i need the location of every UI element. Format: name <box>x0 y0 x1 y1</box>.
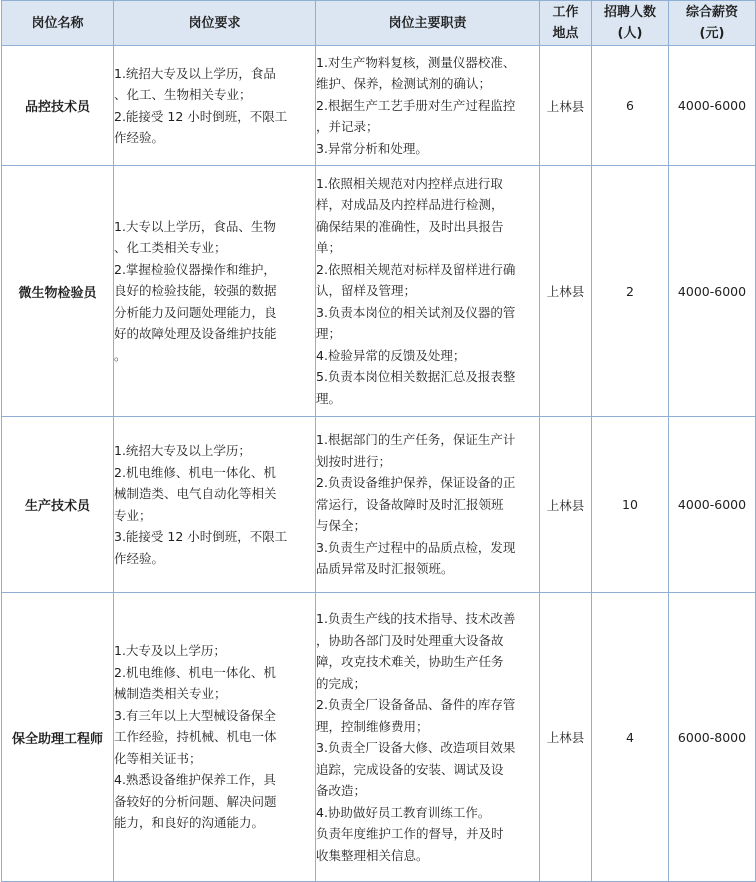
position-name: 生产技术员 <box>2 417 114 593</box>
headcount-cell: 4 <box>592 593 669 882</box>
requirement-line: 1.大专及以上学历； <box>114 643 226 659</box>
salary-cell: 4000-6000 <box>669 166 756 417</box>
header-row <box>2 1 756 46</box>
duty-line: 2.依照相关规范对标样及留样进行确 <box>316 261 516 277</box>
duty-line: 3.负责生产过程中的品质点检，发现 <box>316 539 516 555</box>
duty-line: 5.负责本岗位相关数据汇总及报表整 <box>316 369 516 385</box>
duty-line: 收集整理相关信息。 <box>316 847 429 863</box>
duties-cell <box>316 417 540 593</box>
header-headcount <box>592 1 669 46</box>
duty-line: 1.负责生产线的技术指导、技术改善 <box>316 611 516 626</box>
requirement-line: 作经验。 <box>114 550 165 566</box>
location-cell: 上林县 <box>540 417 592 593</box>
requirement-line: 4.熟悉设备维护保养工作，具 <box>114 772 276 788</box>
table-row <box>2 166 756 417</box>
duty-line: 认，留样及管理； <box>316 283 417 299</box>
table-row <box>2 46 756 166</box>
duty-line: 2.负责全厂设备备品、备件的库存管 <box>316 697 516 712</box>
requirements-cell <box>114 593 316 882</box>
duty-line: 备改造； <box>316 783 367 798</box>
requirement-line: 分析能力及问题处理能力，良 <box>114 304 277 320</box>
duty-line: 3.异常分析和处理。 <box>316 140 428 156</box>
duty-line: 1.根据部门的生产任务，保证生产计 <box>316 432 516 448</box>
job-rows <box>2 46 756 882</box>
requirement-line: 2.机电维修、机电一体化、机 <box>114 464 276 480</box>
position-name: 微生物检验员 <box>2 166 114 417</box>
duties-cell <box>316 46 540 166</box>
duty-line: ，协助各部门及时处理重大设备故 <box>316 632 504 648</box>
duty-line: 确保结果的准确性，及时出具报告 <box>316 218 504 234</box>
job-table <box>1 0 756 882</box>
header-duties: 岗位主要职责 <box>316 1 540 46</box>
header-location-line1: 工作 <box>552 5 579 20</box>
position-name: 保全助理工程师 <box>2 593 114 882</box>
duty-line: 品质异常及时汇报领班。 <box>316 561 454 577</box>
requirement-line: 。 <box>114 347 127 363</box>
requirement-line: 1.统招大专及以上学历，食品 <box>114 65 276 81</box>
duty-line: 4.协助做好员工教育训练工作。 <box>316 804 491 820</box>
duty-line: 样，对成品及内控样品进行检测， <box>316 197 504 213</box>
requirement-line: 械制造类相关专业； <box>114 686 227 702</box>
requirement-line: 能力，和良好的沟通能力。 <box>114 815 265 831</box>
duty-line: 常运行，设备故障时及时汇报领班 <box>316 496 504 512</box>
duty-line: 理。 <box>316 390 342 406</box>
duty-line: 3.负责本岗位的相关试剂及仪器的管 <box>316 304 516 320</box>
duty-line: 1.对生产物料复核，测量仪器校准、 <box>316 54 516 70</box>
requirement-line: 专业； <box>114 507 152 523</box>
requirement-line: 好的故障处理及设备维护技能 <box>114 326 277 342</box>
header-name: 岗位名称 <box>2 1 114 46</box>
requirements-cell <box>114 417 316 593</box>
duty-line: 2.负责设备维护保养，保证设备的正 <box>316 475 516 491</box>
duty-line: 与保全； <box>316 518 367 534</box>
requirements-cell <box>114 166 316 417</box>
requirement-line: 2.能接受 12 小时倒班，不限工 <box>114 108 288 124</box>
headcount-cell: 6 <box>592 46 669 166</box>
duty-line: 维护、保养，检测试剂的确认； <box>316 76 492 92</box>
table-row <box>2 593 756 882</box>
salary-cell: 4000-6000 <box>669 417 756 593</box>
table-row <box>2 417 756 593</box>
duty-line: 单； <box>316 240 342 256</box>
requirement-line: 、化工、生物相关专业； <box>114 87 252 102</box>
header-salary-line2: (元) <box>699 26 725 41</box>
requirement-line: 、化工类相关专业； <box>114 240 227 256</box>
header-salary <box>669 1 756 46</box>
duty-line: 3.负责全厂设备大修、改造项目效果 <box>316 740 516 755</box>
header-location-line2: 地点 <box>552 26 579 41</box>
requirement-line: 械制造类、电气自动化等相关 <box>114 486 277 501</box>
duty-line: 理，控制维修费用； <box>316 718 429 734</box>
duty-line: 的完成； <box>316 675 367 691</box>
header-headcount-line1: 招聘人数 <box>603 5 656 20</box>
requirement-line: 工作经验，持机械、机电一体 <box>114 729 277 745</box>
requirement-line: 作经验。 <box>114 130 165 145</box>
header-location <box>540 1 592 46</box>
requirement-line: 2.掌握检验仪器操作和维护， <box>114 261 276 277</box>
requirement-line: 3.能接受 12 小时倒班，不限工 <box>114 529 288 544</box>
requirement-line: 化等相关证书； <box>114 750 202 766</box>
requirement-line: 2.机电维修、机电一体化、机 <box>114 664 276 680</box>
duty-line: 障，攻克技术难关，协助生产任务 <box>316 654 504 669</box>
duties-cell <box>316 593 540 882</box>
duty-line: 负责年度维护工作的督导，并及时 <box>316 826 504 841</box>
headcount-cell: 10 <box>592 417 669 593</box>
requirement-line: 1.统招大专及以上学历； <box>114 443 251 458</box>
salary-cell: 6000-8000 <box>669 593 756 882</box>
headcount-cell: 2 <box>592 166 669 417</box>
requirement-line: 3.有三年以上大型械设备保全 <box>114 707 276 723</box>
salary-cell: 4000-6000 <box>669 46 756 166</box>
requirement-line: 1.大专以上学历，食品、生物 <box>114 218 276 234</box>
duties-cell <box>316 166 540 417</box>
location-cell: 上林县 <box>540 166 592 417</box>
duty-line: 4.检验异常的反馈及处理； <box>316 347 466 363</box>
header-salary-line1: 综合薪资 <box>685 5 738 20</box>
requirement-line: 良好的检验技能，较强的数据 <box>114 283 277 299</box>
location-cell: 上林县 <box>540 46 592 166</box>
header-requirements: 岗位要求 <box>114 1 316 46</box>
position-name: 品控技术员 <box>2 46 114 166</box>
location-cell: 上林县 <box>540 593 592 882</box>
duty-line: 追踪，完成设备的安装、调试及设 <box>316 761 504 777</box>
requirements-cell <box>114 46 316 166</box>
duty-line: ，并记录； <box>316 119 379 135</box>
duty-line: 理； <box>316 326 342 342</box>
duty-line: 1.依照相关规范对内控样点进行取 <box>316 175 503 191</box>
duty-line: 划按时进行； <box>316 453 392 469</box>
requirement-line: 备较好的分析问题、解决问题 <box>114 793 277 809</box>
duty-line: 2.根据生产工艺手册对生产过程监控 <box>316 97 516 113</box>
header-headcount-line2: (人) <box>617 26 643 41</box>
